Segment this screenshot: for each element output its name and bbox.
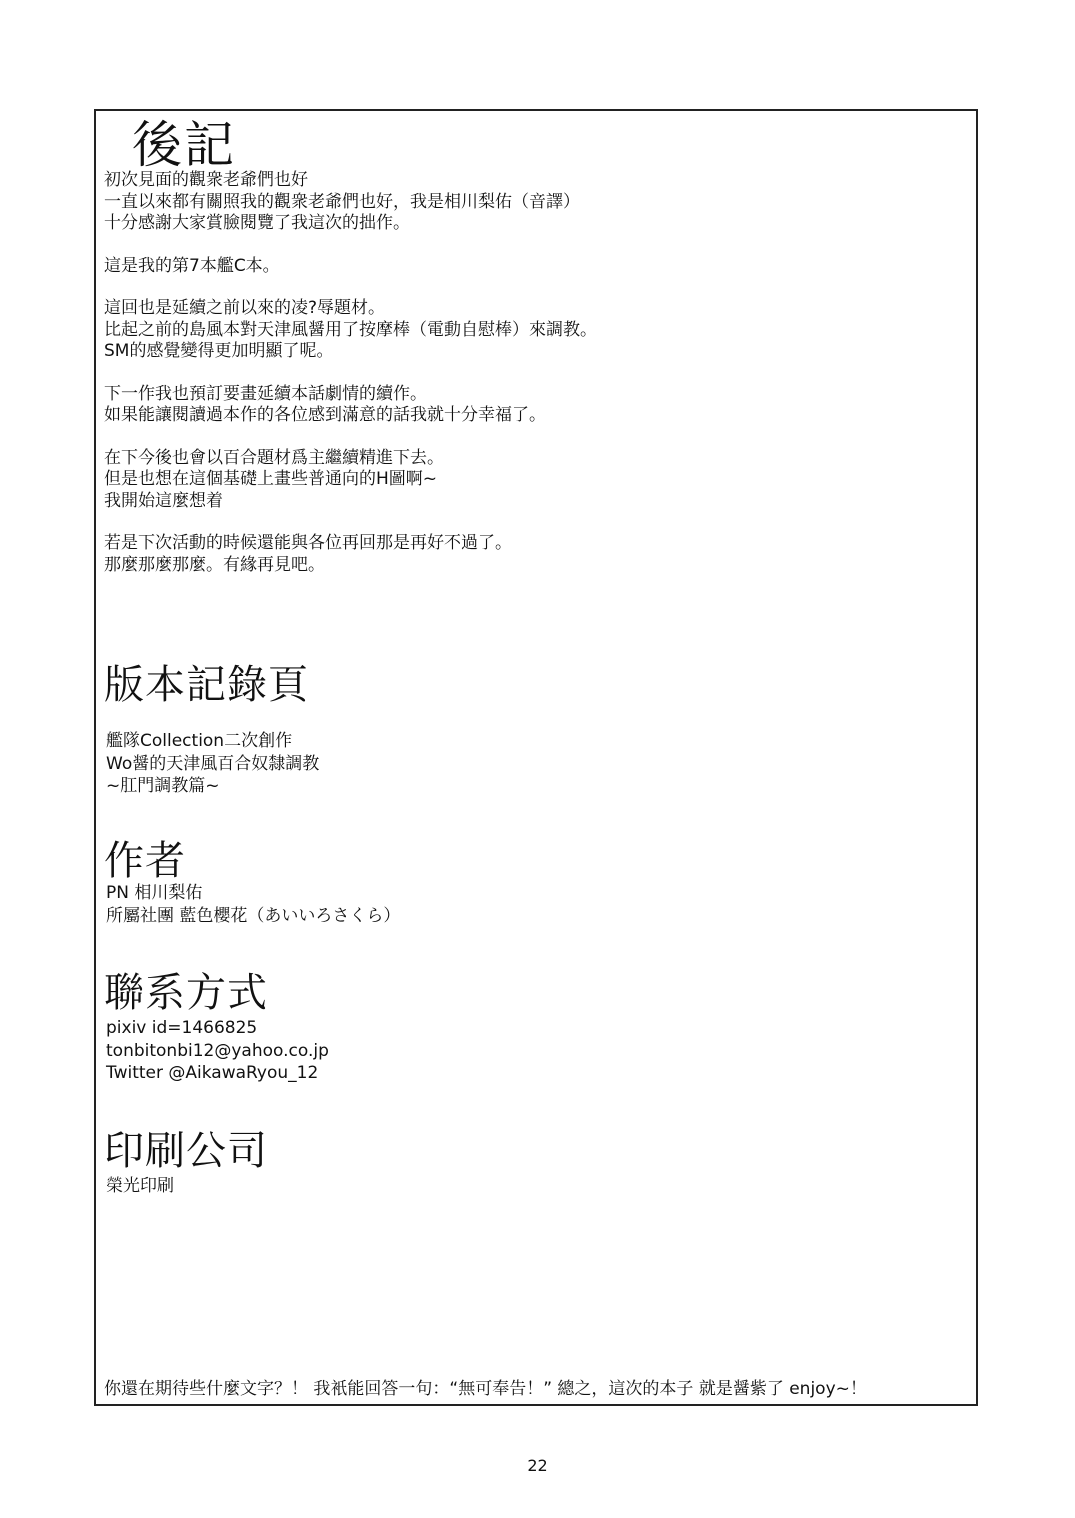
printer-heading: 印刷公司 xyxy=(104,1128,268,1174)
author-line: PN 相川梨佑 xyxy=(106,883,203,903)
colophon-details xyxy=(106,730,319,798)
afterword-line: 初次見面的觀衆老爺們也好 xyxy=(104,170,308,190)
afterword-line: 但是也想在這個基礎上畫些普通向的H圖啊~ xyxy=(104,469,438,489)
contact-line: pixiv id=1466825 xyxy=(106,1018,258,1038)
colophon-line: Wo醤的天津風百合奴隸調教 xyxy=(106,753,320,774)
page-number: 22 xyxy=(527,1456,548,1475)
contact-line: Twitter @AikawaRyou_12 xyxy=(106,1063,319,1083)
afterword-line: 如果能讓閱讀過本作的各位感到滿意的話我就十分幸福了。 xyxy=(104,405,546,425)
afterword-line: 我開始這麼想着 xyxy=(104,490,223,511)
contact-line: tonbitonbi12@yahoo.co.jp xyxy=(106,1040,329,1061)
afterword-paragraph-1 xyxy=(104,170,964,235)
colophon-line: ~肛門調教篇~ xyxy=(106,776,220,796)
afterword-line: 這是我的第7本艦C本。 xyxy=(104,255,280,276)
colophon-line: 艦隊Collection二次創作 xyxy=(106,731,293,751)
author-details xyxy=(106,882,400,927)
closing-remark: 你還在期待些什麼文字？！ 我衹能回答一句：“無可奉告！” 總之，這次的本子 就是醤紫了 enjoy~！ xyxy=(104,1379,867,1399)
afterword-line: 比起之前的島風本對天津風醤用了按摩棒（電動自慰棒）來調教。 xyxy=(104,319,597,340)
afterword-body xyxy=(104,170,964,597)
author-heading: 作者 xyxy=(104,838,186,884)
colophon-heading: 版本記錄頁 xyxy=(104,662,309,708)
author-line: 所屬社團 藍色櫻花（あいいろさくら） xyxy=(106,905,401,926)
afterword-paragraph-2 xyxy=(104,256,964,278)
printer-line: 榮光印刷 xyxy=(106,1176,174,1196)
afterword-title: 後記 xyxy=(132,116,236,174)
printer-details xyxy=(106,1175,174,1198)
afterword-line: 這回也是延續之前以來的凌?辱題材。 xyxy=(104,298,386,318)
afterword-line: 若是下次活動的時候還能與各位再回那是再好不過了。 xyxy=(104,533,512,553)
afterword-line: 那麼那麼那麼。有緣再見吧。 xyxy=(104,554,325,575)
afterword-paragraph-3 xyxy=(104,298,964,363)
afterword-paragraph-5 xyxy=(104,448,964,513)
afterword-line: 一直以來都有關照我的觀衆老爺們也好，我是相川梨佑（音譯） xyxy=(104,191,580,212)
afterword-paragraph-4 xyxy=(104,384,964,427)
afterword-paragraph-6 xyxy=(104,533,964,576)
afterword-line: 十分感謝大家賞臉閱覽了我這次的拙作。 xyxy=(104,213,410,233)
contact-details xyxy=(106,1017,329,1085)
afterword-line: 下一作我也預訂要畫延續本話劇情的續作。 xyxy=(104,383,427,404)
contact-heading: 聯系方式 xyxy=(104,970,268,1016)
afterword-line: SM的感覺變得更加明顯了呢。 xyxy=(104,341,334,361)
afterword-line: 在下今後也會以百合題材爲主繼續精進下去。 xyxy=(104,447,444,468)
